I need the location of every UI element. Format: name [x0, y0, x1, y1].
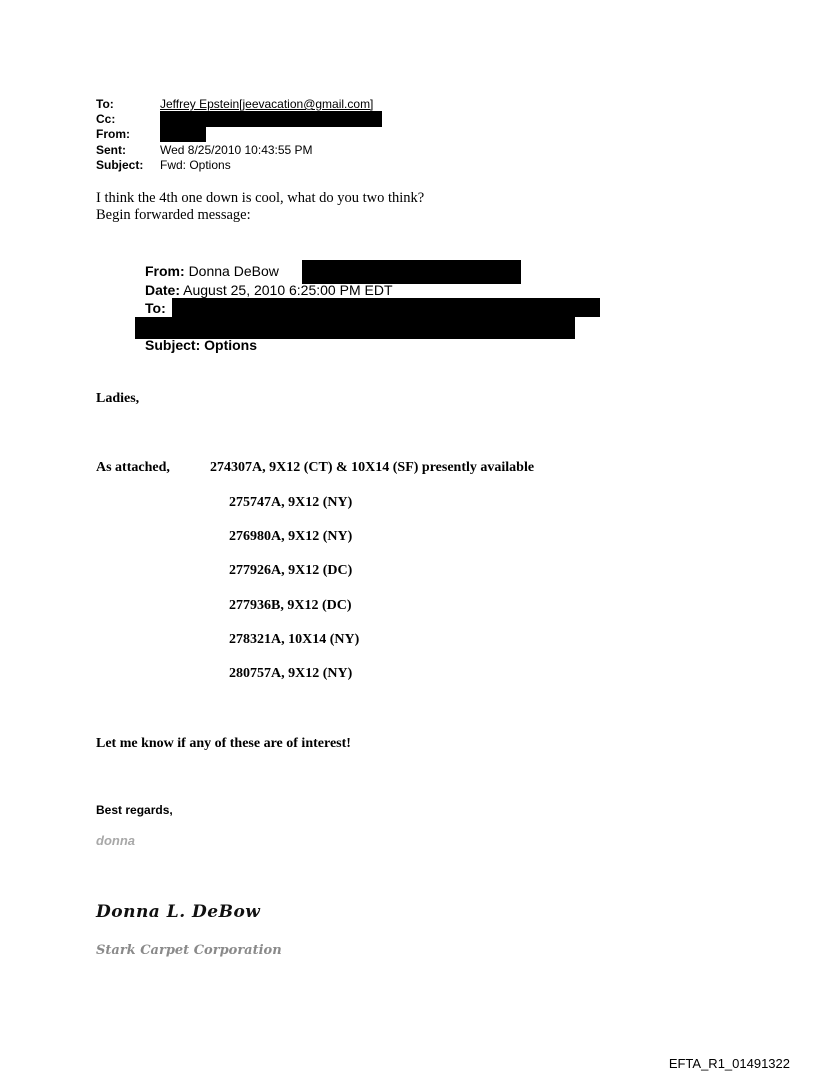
list-item: 277926A, 9X12 (DC) [229, 563, 353, 578]
fwd-to-redaction-2 [135, 317, 575, 339]
list-item: 274307A, 9X12 (CT) & 10X14 (SF) presently available [210, 460, 535, 475]
document-id: EFTA_R1_01491322 [668, 1056, 790, 1071]
fwd-subject-value: Options [204, 337, 258, 353]
best-regards: Best regards, [96, 803, 173, 817]
to-label: To: [96, 97, 114, 111]
list-item: 277936B, 9X12 (DC) [229, 598, 352, 613]
fwd-date-line [145, 282, 393, 298]
signoff-name: donna [96, 833, 135, 848]
fwd-to-line [145, 300, 166, 316]
cc-redaction [160, 111, 382, 127]
list-item: 276980A, 9X12 (NY) [229, 529, 353, 544]
subject-label: Subject: [96, 158, 144, 172]
from-redaction [160, 127, 206, 142]
signature: Donna L. DeBow [96, 902, 261, 922]
fwd-date-value: August 25, 2010 6:25:00 PM EDT [183, 282, 393, 298]
fwd-subject-line [145, 337, 257, 353]
sent-label: Sent: [96, 143, 126, 157]
to-value[interactable]: Jeffrey Epstein[jeevacation@gmail.com] [160, 97, 374, 111]
attached-label: As attached, [96, 460, 170, 475]
list-item: 278321A, 10X14 (NY) [229, 632, 360, 647]
greeting: Ladies, [96, 391, 140, 406]
fwd-to-label: To: [145, 300, 166, 316]
fwd-from-redaction [302, 260, 521, 284]
closing-line: Let me know if any of these are of interest! [96, 736, 351, 751]
fwd-from-line [145, 263, 279, 279]
list-item: 280757A, 9X12 (NY) [229, 666, 353, 681]
fwd-from-value: Donna DeBow [188, 263, 279, 279]
subject-value: Fwd: Options [160, 158, 231, 172]
fwd-date-label: Date: [145, 282, 181, 298]
fwd-subject-label: Subject: [145, 337, 201, 353]
company-name: Stark Carpet Corporation [96, 943, 282, 958]
message-line-1: I think the 4th one down is cool, what do you two think? [96, 190, 425, 206]
cc-label: Cc: [96, 112, 116, 126]
fwd-from-label: From: [145, 263, 185, 279]
message-line-2: Begin forwarded message: [96, 207, 251, 223]
from-label: From: [96, 127, 130, 141]
list-item: 275747A, 9X12 (NY) [229, 495, 353, 510]
fwd-to-redaction-1 [172, 298, 600, 317]
sent-value: Wed 8/25/2010 10:43:55 PM [160, 143, 313, 157]
